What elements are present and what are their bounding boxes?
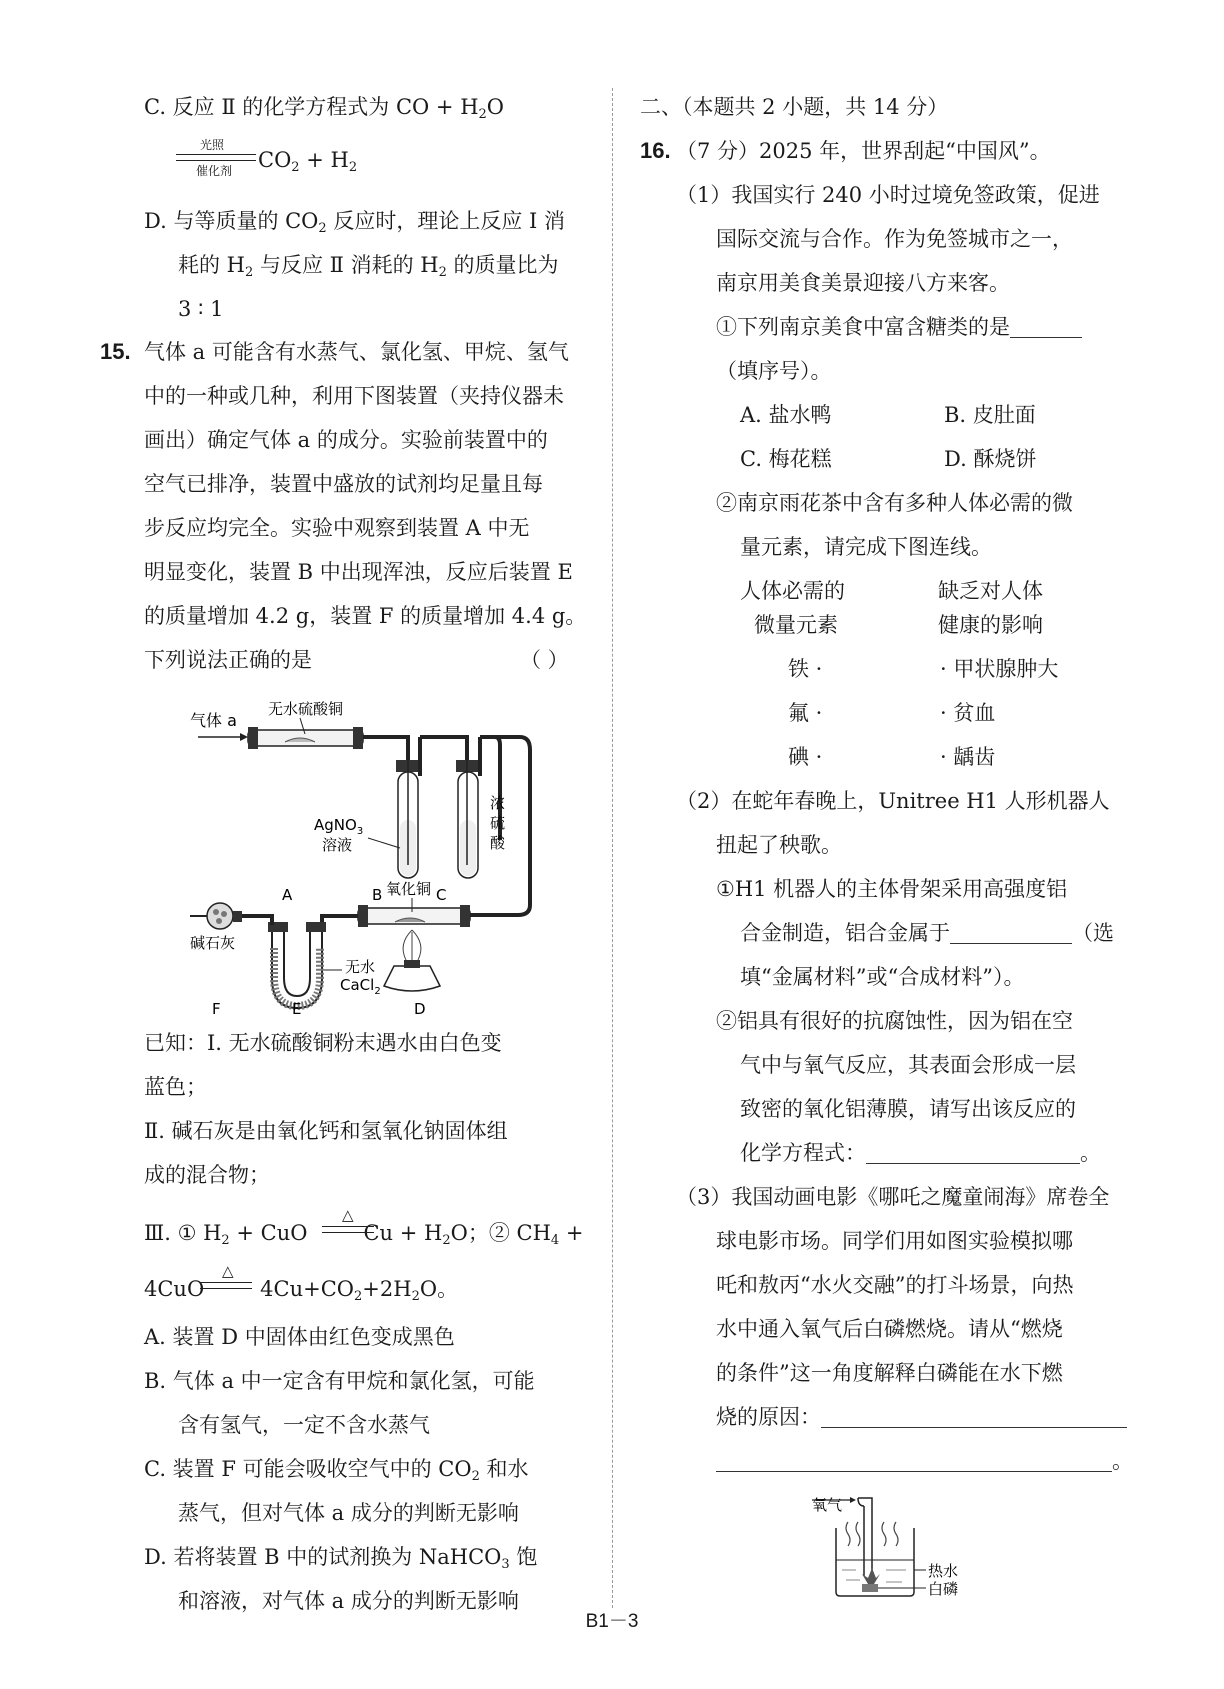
q14-option-d-line2: 耗的 $H_2$ 与反应 Ⅱ 消耗的 $H_2$ 的质量比为 [178, 253, 559, 280]
q14-option-c: C. 反应 Ⅱ 的化学方程式为 CO + $H_2O$ [144, 95, 505, 122]
label-e: E [292, 1000, 302, 1018]
q16-p2-line: （2）在蛇年春晚上，Unitree H1 人形机器人 [676, 789, 1110, 813]
answer-blank[interactable] [866, 1141, 1080, 1164]
q16-p1-q1: ①下列南京美食中富含糖类的是 [716, 312, 1082, 342]
conc-acid-label-3: 酸 [490, 834, 506, 852]
q15-known-2b: 成的混合物； [144, 1163, 270, 1187]
page-number: B1－3 [585, 1611, 639, 1632]
q16-p3-line: 水中通入氧气后白磷燃烧。请从“燃烧 [716, 1317, 1063, 1341]
q16-p2-q2-last: 化学方程式： 。 [740, 1141, 1101, 1165]
element-iron[interactable]: 铁 · [788, 657, 823, 681]
food-option-c: C. 梅花糕 [740, 447, 832, 471]
q15-stem-line: 步反应均完全。实验中观察到装置 A 中无 [144, 516, 530, 540]
label-a: A [282, 886, 293, 904]
reaction-arrow [322, 1226, 374, 1233]
q16-p2-q2-line: ②铝具有很好的抗腐蚀性，因为铝在空 [716, 1009, 1073, 1033]
effect-anemia[interactable]: · 贫血 [940, 701, 996, 725]
q16-p1-q2-line: 量元素，请完成下图连线。 [740, 535, 992, 559]
q14-reaction-arrow [176, 154, 256, 161]
gas-a-label: 气体 a [190, 711, 237, 730]
q15-option-c-line2: 蒸气，但对气体 a 成分的判断无影响 [178, 1501, 519, 1525]
q15-apparatus-figure [190, 690, 570, 1020]
agno3-label: AgNO$_3$ [314, 816, 364, 837]
q15-option-b-line1: B. 气体 a 中一定含有甲烷和氯化氢，可能 [144, 1369, 535, 1393]
q14-cond-bottom: 催化剂 [196, 164, 233, 178]
q15-option-c-line1: C. 装置 F 可能会吸收空气中的 $CO_2$ 和水 [144, 1457, 529, 1484]
q15-option-d-line1: D. 若将装置 B 中的试剂换为 NaHCO$_3$ 饱 [144, 1545, 538, 1572]
q15-known-2a: Ⅱ. 碱石灰是由氧化钙和氢氧化钠固体组 [144, 1119, 508, 1143]
q15-known-3b: 4CuO $4Cu+CO_2+2H_2O$。 [144, 1277, 459, 1304]
q16-number: 16. [640, 138, 671, 163]
q15-option-d-line2: 和溶液，对气体 a 成分的判断无影响 [178, 1589, 519, 1613]
answer-blank[interactable] [950, 921, 1072, 944]
food-option-d: D. 酥烧饼 [944, 447, 1037, 471]
element-fluorine[interactable]: 氟 · [788, 701, 823, 725]
matching-header-right-2: 健康的影响 [938, 613, 1043, 637]
heat-symbol: △ [342, 1206, 354, 1224]
q16-p1-q1b: （填序号）。 [716, 359, 832, 383]
q16-p2-q1d: 填“金属材料”或“合成材料”）。 [740, 965, 1025, 989]
matching-header-right-1: 缺乏对人体 [938, 579, 1043, 603]
q16-p1-line: （1）我国实行 240 小时过境免签政策，促进 [676, 183, 1100, 207]
cuo-label: 氧化铜 [386, 880, 432, 898]
white-phosphorus-figure [806, 1488, 976, 1598]
q15-stem-line: 明显变化，装置 B 中出现浑浊，反应后装置 E [144, 560, 573, 584]
element-iodine[interactable]: 碘 · [788, 745, 823, 769]
q15-number: 15. [100, 339, 131, 364]
anhydrous-label: 无水 [345, 958, 376, 976]
q15-option-b-line2: 含有氢气，一定不含水蒸气 [178, 1413, 430, 1437]
column-divider [612, 88, 614, 1608]
q16-intro: （7 分）2025 年，世界刮起“中国风”。 [676, 139, 1051, 163]
q16-p3-last: 烧的原因： [716, 1402, 1127, 1432]
oxygen-label: 氧气 [812, 1496, 843, 1514]
q15-stem-line: 的质量增加 4.2 g，装置 F 的质量增加 4.4 g。 [144, 604, 587, 628]
q16-p2-q2-line: 气中与氧气反应，其表面会形成一层 [740, 1053, 1076, 1077]
q16-p2-q1b: 合金制造，铝合金属于 （选 [740, 921, 1114, 945]
q15-stem-line: 空气已排净，装置中盛放的试剂均足量且每 [144, 472, 543, 496]
q15-stem-line: 画出）确定气体 a 的成分。实验前装置中的 [144, 428, 548, 452]
q14-option-d-line3: 3 ∶ 1 [178, 297, 224, 321]
q16-p3-second-blank: 。 [716, 1446, 1133, 1476]
q16-p3-line: （3）我国动画电影《哪吒之魔童闹海》席卷全 [676, 1185, 1110, 1209]
q15-stem-line: 气体 a 可能含有水蒸气、氯化氢、甲烷、氢气 [144, 340, 569, 364]
q15-known-3a: Ⅲ. ① $H_2$ + CuO $Cu + H_2O$；② $CH_4$ + [144, 1221, 584, 1248]
q15-known-1a: 已知：Ⅰ. 无水硫酸铜粉末遇水由白色变 [144, 1031, 502, 1055]
matching-header-left-2: 微量元素 [754, 613, 838, 637]
q16-p2-q1a: ①H1 机器人的主体骨架采用高强度铝 [716, 877, 1068, 901]
q15-answer-paren: （ ） [520, 648, 569, 672]
cuso4-label: 无水硫酸铜 [268, 700, 344, 718]
conc-acid-label-2: 硫 [490, 814, 506, 832]
label-f: F [212, 1000, 221, 1018]
food-option-b: B. 皮肚面 [944, 403, 1036, 427]
food-option-a: A. 盐水鸭 [740, 403, 832, 427]
solution-label: 溶液 [322, 836, 353, 854]
q16-p1-line: 国际交流与合作。作为免签城市之一， [716, 227, 1073, 251]
label-d: D [414, 1000, 426, 1018]
section-title: 二、（本题共 2 小题，共 14 分） [640, 95, 949, 119]
q15-stem-line: 下列说法正确的是 [144, 648, 312, 672]
q14-option-c-products: $CO_2 + H_2$ [258, 148, 358, 175]
q15-option-a: A. 装置 D 中固体由红色变成黑色 [144, 1325, 455, 1349]
cacl2-label: CaCl$_2$ [340, 976, 381, 997]
effect-goiter[interactable]: · 甲状腺肿大 [940, 657, 1059, 681]
hot-water-label: 热水 [928, 1562, 959, 1580]
answer-blank[interactable] [821, 1405, 1127, 1428]
label-c: C [436, 886, 447, 904]
q16-p3-line: 的条件”这一角度解释白磷能在水下燃 [716, 1361, 1063, 1385]
reaction-arrow [200, 1282, 252, 1289]
heat-symbol: △ [222, 1262, 234, 1280]
conc-acid-label-1: 浓 [490, 794, 506, 812]
q16-p3-line: 球电影市场。同学们用如图实验模拟哪 [716, 1229, 1073, 1253]
label-b: B [372, 886, 383, 904]
effect-caries[interactable]: · 龋齿 [940, 745, 996, 769]
white-phosphorus-label: 白磷 [928, 1580, 959, 1598]
q16-p2-line: 扭起了秧歌。 [716, 833, 842, 857]
answer-blank[interactable] [1010, 315, 1082, 338]
q16-p3-line: 吒和敖丙“水火交融”的打斗场景，向热 [716, 1273, 1074, 1297]
q16-p1-line: 南京用美食美景迎接八方来客。 [716, 271, 1010, 295]
q16-p1-q2-line: ②南京雨花茶中含有多种人体必需的微 [716, 491, 1073, 515]
soda-lime-label: 碱石灰 [190, 934, 236, 952]
q15-known-1b: 蓝色； [144, 1075, 207, 1099]
answer-blank[interactable] [716, 1449, 1112, 1472]
q14-option-d-line1: D. 与等质量的 $CO_2$ 反应时，理论上反应 Ⅰ 消 [144, 209, 566, 236]
q15-stem-line: 中的一种或几种，利用下图装置（夹持仪器未 [144, 384, 564, 408]
matching-header-left-1: 人体必需的 [740, 579, 845, 603]
q16-p2-q2-line: 致密的氧化铝薄膜，请写出该反应的 [740, 1097, 1076, 1121]
q14-cond-top: 光照 [200, 138, 225, 152]
